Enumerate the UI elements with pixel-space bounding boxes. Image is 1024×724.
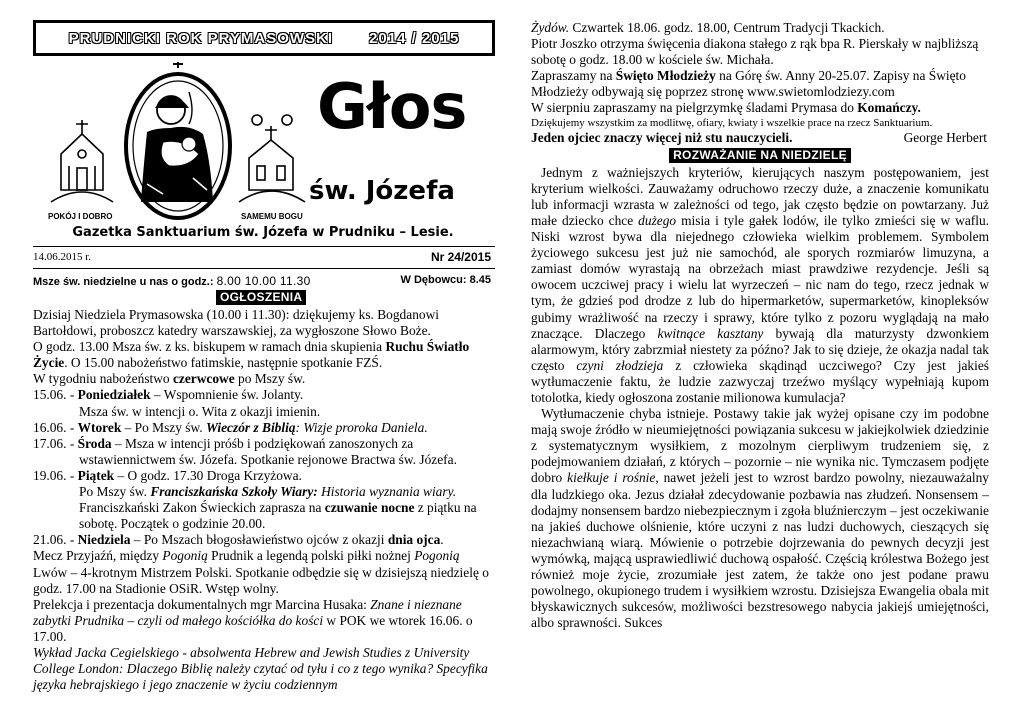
issue-number: Nr 24/2015 <box>430 250 491 264</box>
sanctuary-logo-illustration <box>43 62 313 230</box>
announcement-pilgrimage: W sierpniu zapraszamy na pielgrzymkę śladami Prymasa do Komańczy. <box>531 100 921 116</box>
church-left-icon <box>51 120 113 202</box>
right-motto: SAMEMU BOGU <box>241 212 303 221</box>
announcement-continued: Żydów. Czwartek 18.06. godz. 18.00, Centrum Tradycji Tkackich. <box>531 20 885 35</box>
schedule-item-friday-detail: Po Mszy św. Franciszkańska Szkoły Wiary: Historia wyznania wiary. <box>79 484 457 500</box>
announcement-lecture: Prelekcja i prezentacja dokumentalnych mgr Marcina Husaka: Znane i nieznane zabytki Prudnika – czyli od małego kościółka do kości w POK we wtorek 16.06. o 17.00. <box>33 596 473 644</box>
announcement-paragraph: W tygodniu nabożeństwo czerwcowe po Mszy św. <box>33 371 306 387</box>
mass-times <box>33 274 495 288</box>
schedule-item-monday-detail: Msza św. w intencji o. Wita z okazji imienin. <box>79 403 321 419</box>
newsletter-title: Głos <box>317 70 467 143</box>
announcement-diaconate: Piotr Joszko otrzyma święcenia diakona stałego z rąk bpa R. Pierskały w najbliższą sobotę o godz. 18.00 w kościele św. Michała. <box>531 36 979 68</box>
schedule-item-friday: 19.06. - Piątek – O godz. 17.30 Droga Krzyżowa. <box>33 467 302 483</box>
left-motto: POKÓJ I DOBRO <box>48 212 113 221</box>
quote-text: Jeden ojciec znaczy więcej niż stu nauczycieli. <box>531 129 793 145</box>
mass-times-values: 8.00 10.00 11.30 <box>216 274 311 288</box>
quote-author: George Herbert <box>903 129 987 145</box>
mass-times-debowiec: W Dębowcu: 8.45 <box>400 274 491 286</box>
banner-year: 2014 / 2015 <box>369 29 460 47</box>
newsletter-subtitle: św. Józefa <box>309 176 455 206</box>
church-right-icon <box>239 115 305 202</box>
thanks-note: Dziękujemy wszystkim za modlitwę, ofiary, kwiaty i wszelkie prace na rzecz Sanktuarium. <box>531 116 933 129</box>
announcement-match: Mecz Przyjaźń, między Pogonią Prudnik a legendą polski piłki nożnej Pogonią Lwów – 4-krotnym Mistrzem Polski. Spotkanie odbędzie się w dzisiejszą niedzielę o godz. 17.00 na Stadionie OSiR. Wstęp wolny. <box>33 548 489 596</box>
announcement-paragraph: O godz. 13.00 Msza św. z ks. biskupem w ramach dnia skupienia Ruchu Światło Życie. O 15.00 nabożeństwo fatimskie, następnie spotkanie FZŚ. <box>33 339 470 371</box>
schedule-item-friday-vigil: Franciszkański Zakon Świeckich zaprasza na czuwanie nocne z piątku na sobotę. Początek o godzinie 20.00. <box>79 500 477 532</box>
schedule-item-sunday: 21.06. - Niedziela – Po Mszach błogosławieństwo ojców z okazji dnia ojca. <box>33 532 444 548</box>
quote <box>531 130 989 146</box>
announcement-paragraph: Dzisiaj Niedziela Prymasowska (10.00 i 11.30): dziękujemy ks. Bogdanowi Bartołdowi, proboszcz katedry warszawskiej, za wygłoszone Słowo Boże. <box>33 307 439 339</box>
divider <box>33 246 495 247</box>
issue-info <box>33 250 495 266</box>
saint-joseph-icon <box>126 62 230 218</box>
schedule-item-monday: 15.06. - Poniedziałek – Wspomnienie św. Jolanty. <box>33 387 304 403</box>
left-column <box>33 20 495 720</box>
schedule-item-wednesday: 17.06. - Środa – Msza w intencji próśb i podziękowań zanoszonych za wstawiennictwem św. Józefa. Spotkanie rejonowe Bractwa św. Józefa. <box>33 435 457 467</box>
reflection-body <box>531 165 989 632</box>
right-column <box>531 20 989 720</box>
announcements-heading: OGŁOSZENIA <box>216 290 306 305</box>
banner-title: PRUDNICKI ROK PRYMASOWSKI <box>68 29 334 47</box>
announcement-talk: Wykład Jacka Cegielskiego - absolwenta Hebrew and Jewish Studies z University College London: Dlaczego Biblię należy czytać od tyłu i co z tego wynika? Specyfika języka hebrajskiego i jego znaczenie w życiu codziennym <box>33 644 488 693</box>
reflection-paragraph: Wytłumaczenie chyba istnieje. Postawy takie jak wyżej opisane czy im podobne mają swoje źródło w nieumiejętności powiązania sukcesu w jakiejkolwiek dziedzinie z systematycznym wysiłkiem, z mozolnym cierpliwym trudzeniem się, z podejmowaniem działań, z których – pozornie – nie wynika nic. Tymczasem podjęte dobro kiełkuje i rośnie, nawet jeżeli jest to wzrost bardzo powolny, niezauważalny dla ludzkiego oka. Jezus działał zdecydowanie pozbawia nas złudzeń. Nonsensem – dodajmy nonsensem bardzo niebezpiecznym i zgoła bluźnierczym – jest oczekiwanie na jakieś duchowe olśnienie, które uczyni z nas ludzi duchowych, cieszących się niezachwianą wiarą. Mówienie o potrzebie dojrzewania do pewnych decyzji jest wymówką, mającą usprawiedliwić duchową ospałość. Częścią królestwa Bożego jest również moje życie, zrozumiałe jest zatem, że także ono jest podane prawu powolnego, okupionego trudem i wysiłkiem wzrostu. Dzisiejsza Ewangelia obala mit błyskawicznych sukcesów, możliwości bezstresowego nabycia jakiejś umiejętności, albo sprawności. Sukces <box>531 406 989 631</box>
announcement-youth-day: Zapraszamy na Święto Młodzieży na Górę św. Anny 20-25.07. Zapisy na Święto Młodzieży odbywają się poprzez stronę www.swietomlodziezy.com <box>531 68 966 100</box>
reflection-heading-row <box>531 147 989 164</box>
announcements-body <box>33 307 495 693</box>
divider <box>33 268 495 269</box>
mass-times-label: Msze św. niedzielne u nas o godz.: <box>33 276 214 288</box>
banner <box>33 20 495 56</box>
reflection-paragraph: Jednym z ważniejszych kryteriów, kierujących naszym postępowaniem, jest kryterium wielkości. Zauważamy odruchowo rzeczy duże, a znaczenie komunikatu lub informacji wzrasta w zależności od tego, jak często będzie on powtarzany. Już małe dziecko chce dużego misia i tyle gałek lodów, ile tylko zmieści się w waflu. Niski wzrost bywa dla niejednego człowieka wielkim problemem. Symbolem życiowego sukcesu jest już nie samochód, ale sporych rozmiarów limuzyna, a zamiast domów wyrastają na obrzeżach miast prawdziwe rezydencje. Jeśli są owocem uczciwej pracy i wielu lat wyrzeczeń – nic nam do tego, rzecz jednak w tym, że gdzieś pod drodze z lub do hipermarketów, supermarketów, kinopleksów gubimy wrażliwość na rzeczy i sprawy, które tylko z pozoru wyglądają na mało znaczące. Dlaczego kwitnące kasztany bywają dla maturzysty dzwonkiem alarmowym, który zabrzmiał niestety za późno? Jak to się dzieje, że okazja nadal tak często czyni złodzieja z człowieka skądinąd uczciwego? Czy jest jakieś wytłumaczenie faktu, że ludzie zazwyczaj trzeźwo myślący wypełniają kupom totolotka, kiedy ogłoszona zostanie milionowa kumulacja? <box>531 164 989 405</box>
newsletter-tagline: Gazetka Sanktuarium św. Józefa w Prudniku – Lesie. <box>72 225 454 240</box>
schedule-item-tuesday: 16.06. - Wtorek – Po Mszy św. Wieczór z Biblią: Wizje proroka Daniela. <box>33 419 428 435</box>
issue-date: 14.06.2015 r. <box>33 251 92 263</box>
reflection-heading: ROZWAŻANIE NA NIEDZIELĘ <box>669 148 851 163</box>
